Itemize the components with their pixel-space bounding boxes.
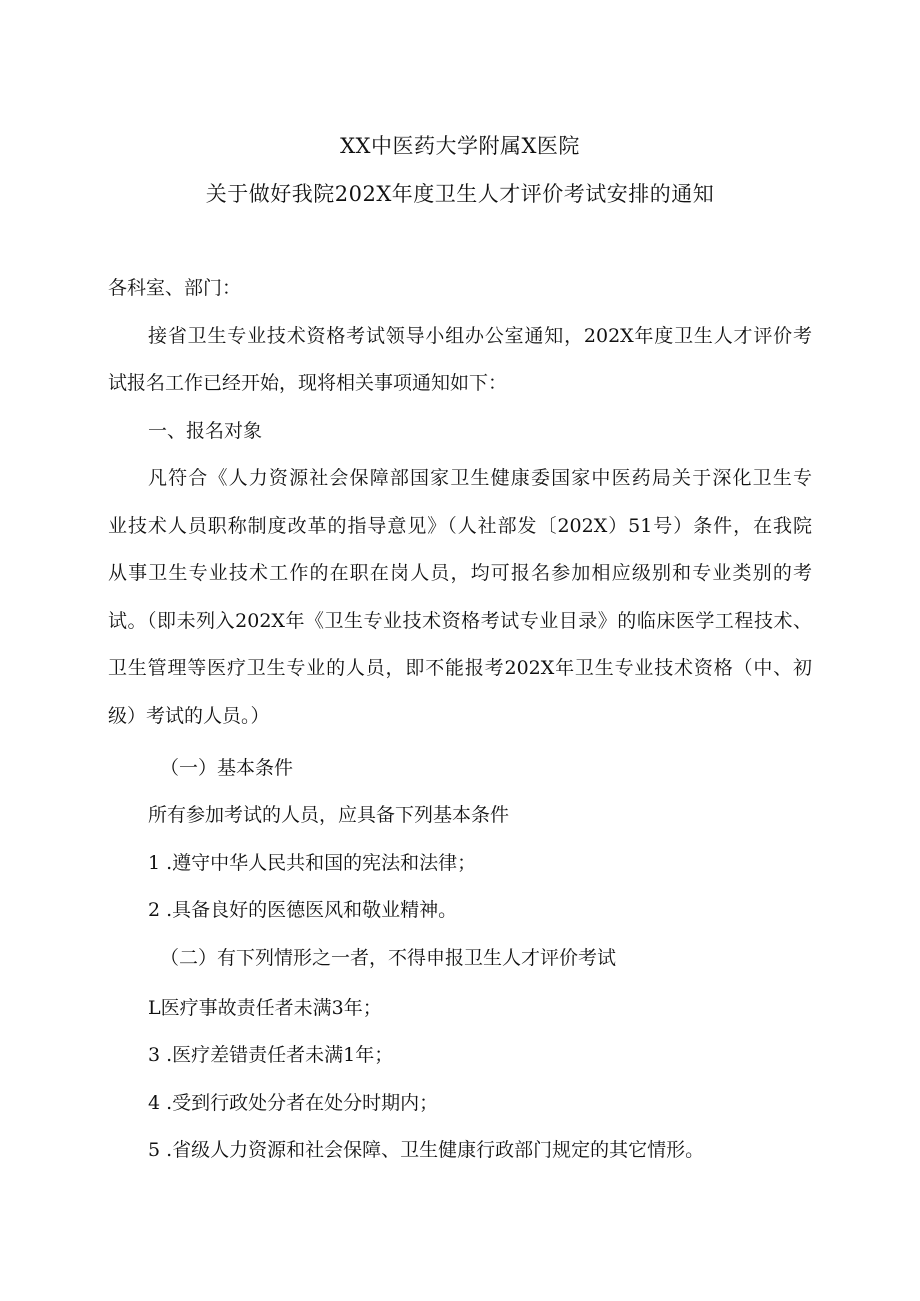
subsection1-item-2: 2 .具备良好的医德医风和敬业精神。 [148,899,458,921]
subsection2-item-4: 5 .省级人力资源和社会保障、卫生健康行政部门规定的其它情形。 [148,1139,705,1161]
section1-body-line-3: 从事卫生专业技术工作的在职在岗人员，均可报名参加相应级别和专业类别的考 [108,562,812,584]
subsection1-intro: 所有参加考试的人员，应具备下列基本条件 [148,804,510,826]
section1-body-line-1: 凡符合《人力资源社会保障部国家卫生健康委国家中医药局关于深化卫生专 [148,467,812,489]
subsection2-heading: （二）有下列情形之一者，不得申报卫生人才评价考试 [160,947,617,969]
document-title-institution: XX中医药大学附属X医院 [340,134,580,158]
intro-line-1: 接省卫生专业技术资格考试领导小组办公室通知，202X年度卫生人才评价考 [148,325,812,347]
subsection2-item-2: 3 .医疗差错责任者未满1年； [148,1044,394,1066]
subsection1-heading: （一）基本条件 [160,757,294,779]
section1-body-line-5: 卫生管理等医疗卫生专业的人员，即不能报考202X年卫生专业技术资格（中、初 [108,657,812,679]
subsection2-item-3: 4 .受到行政处分者在处分时期内； [148,1092,439,1114]
section1-body-line-6: 级）考试的人员。） [108,705,270,727]
intro-line-2: 试报名工作已经开始，现将相关事项通知如下： [108,372,508,394]
section1-heading: 一、报名对象 [148,420,263,442]
salutation: 各科室、部门： [108,277,242,299]
section1-body-line-4: 试。（即未列入202X年《卫生专业技术资格考试专业目录》的临床医学工程技术、 [108,610,812,632]
section1-body-line-2: 业技术人员职称制度改革的指导意见》（人社部发〔202X）51号）条件，在我院 [108,515,812,537]
subsection2-item-1: L医疗事故责任者未满3年； [148,997,382,1019]
document-title-notice: 关于做好我院202X年度卫生人才评价考试安排的通知 [205,182,715,206]
subsection1-item-1: 1 .遵守中华人民共和国的宪法和法律； [148,852,477,874]
